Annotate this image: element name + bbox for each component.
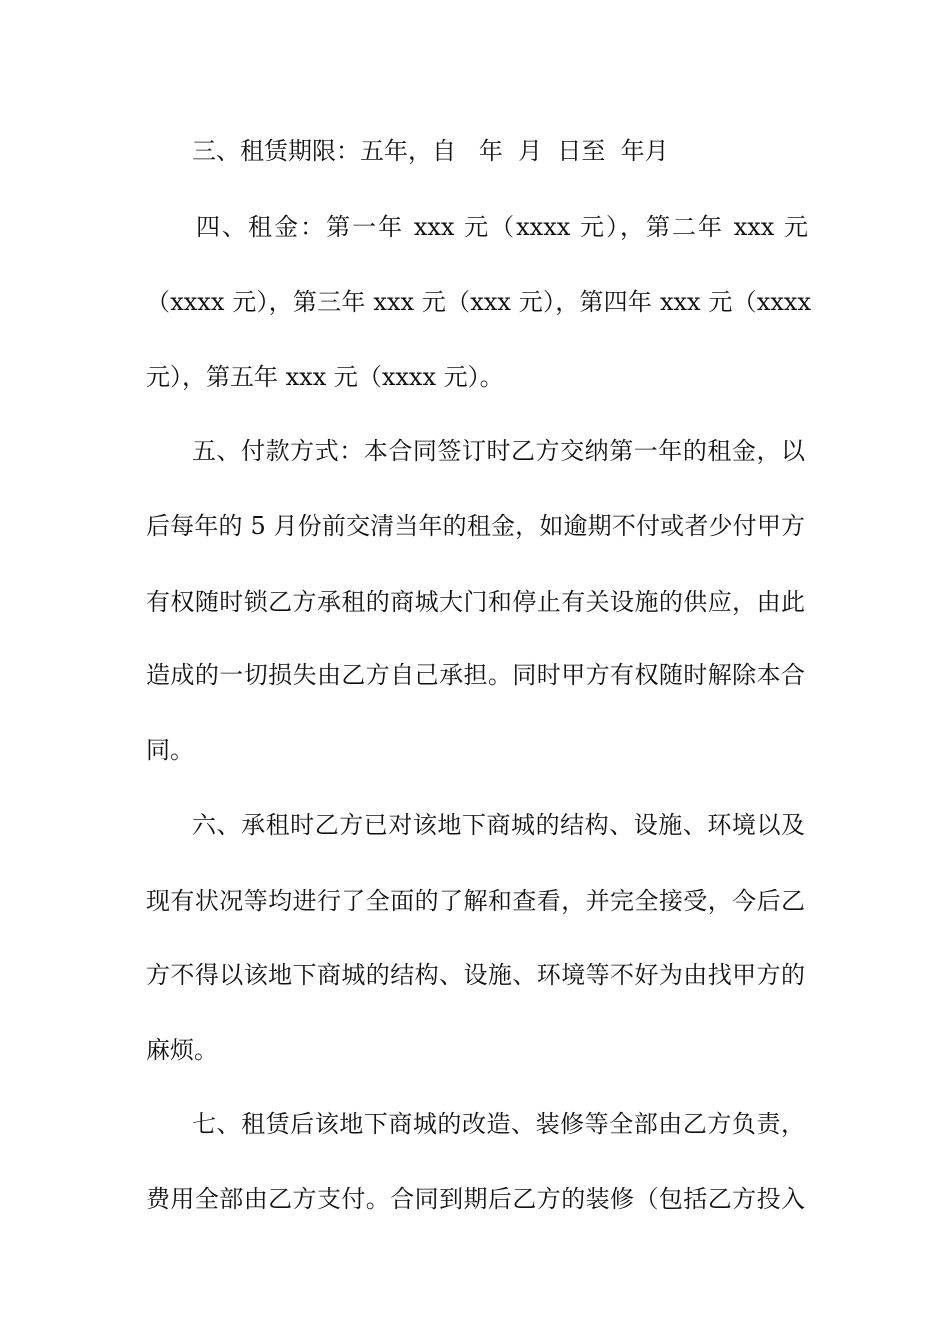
- text-line: 七、租赁后该地下商城的改造、装修等全部由乙方负责，: [192, 1110, 805, 1138]
- text-line: 六、承租时乙方已对该地下商城的结构、设施、环境以及: [192, 811, 805, 839]
- text-line: 方不得以该地下商城的结构、设施、环境等不好为由找甲方的: [146, 961, 805, 989]
- text-line: 现有状况等均进行了全面的了解和查看，并完全接受，今后乙: [146, 887, 805, 915]
- text-line: 后每年的 5 月份前交清当年的租金，如逾期不付或者少付甲方: [146, 512, 805, 540]
- text-line: 麻烦。: [146, 1036, 218, 1064]
- text-line: 费用全部由乙方支付。合同到期后乙方的装修（包括乙方投入: [146, 1185, 805, 1213]
- text-line: （xxxx 元），第三年 xxx 元（xxx 元），第四年 xxx 元（xxxx: [146, 288, 811, 316]
- text-line: 同。: [146, 736, 194, 764]
- text-line: 造成的一切损失由乙方自己承担。同时甲方有权随时解除本合: [146, 661, 805, 689]
- text-line: 五、付款方式：本合同签订时乙方交纳第一年的租金，以: [192, 437, 805, 465]
- text-line: 元），第五年 xxx 元（xxxx 元）。: [146, 363, 504, 391]
- text-line: 三、租赁期限：五年，自 年 月 日至 年月: [192, 137, 669, 165]
- text-line: 四、租金：第一年 xxx 元（xxxx 元），第二年 xxx 元: [196, 213, 808, 241]
- text-line: 有权随时锁乙方承租的商城大门和停止有关设施的供应，由此: [146, 588, 805, 616]
